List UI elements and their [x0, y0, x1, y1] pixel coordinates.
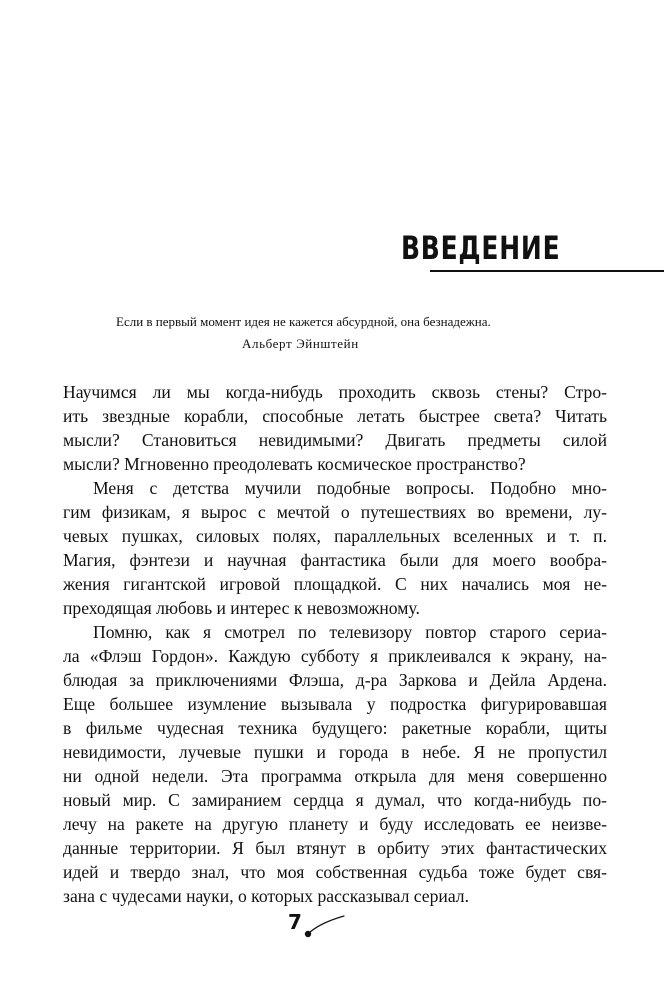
page-footer	[0, 908, 664, 948]
text-line: невидимости, лучевые пушки и города в небе. Я не пропустил	[63, 742, 607, 762]
text-line: гим физикам, я вырос с мечтой о путешествиях во времени, лу-	[63, 502, 607, 522]
text-line: идей и твердо знал, что моя собственная судьба тоже будет свя-	[63, 862, 607, 882]
text-line: ла «Флэш Гордон». Каждую субботу я приклеивался к экрану, на-	[63, 646, 607, 666]
text-line: в фильме чудесная техника будущего: ракетные корабли, щиты	[63, 718, 607, 738]
text-line: данные территории. Я был втянут в орбиту этих фантастических	[63, 838, 607, 858]
chapter-title: ВВЕДЕНИЕ	[400, 229, 560, 267]
text-line: ить звездные корабли, способные летать быстрее света? Читать	[63, 406, 607, 426]
text-line: мысли? Становиться невидимыми? Двигать предметы силой	[63, 430, 607, 450]
text-line: блюдая за приключениями Флэша, д-ра Заркова и Дейла Ардена.	[63, 670, 607, 690]
text-line: Научимся ли мы когда-нибудь проходить сквозь стены? Стро-	[63, 382, 607, 402]
text-line: Магия, фэнтези и научная фантастика были для моего вообра-	[63, 550, 607, 570]
text-line: Еще большее изумление вызывала у подростка фигурировавшая	[63, 694, 607, 714]
page-number: 7	[288, 910, 302, 934]
title-rule	[430, 270, 664, 272]
text-line: Помню, как я смотрел по телевизору повтор старого сериа-	[93, 622, 607, 642]
body-text	[63, 380, 607, 908]
comet-icon	[300, 912, 348, 942]
text-line: чевых пушках, силовых полях, параллельных вселенных и т. п.	[63, 526, 607, 546]
epigraph-author: Альберт Эйнштейн	[242, 336, 359, 351]
epigraph-text: Если в первый момент идея не кажется абсурдной, она безнадежна.	[116, 314, 491, 329]
text-line: мысли? Мгновенно преодолевать космическое пространство?	[63, 454, 526, 474]
text-line: зана с чудесами науки, о которых рассказывал сериал.	[63, 886, 469, 906]
text-line: преходящая любовь и интерес к невозможному.	[63, 598, 420, 618]
text-line: Меня с детства мучили подобные вопросы. Подобно мно-	[93, 478, 607, 498]
text-line: ни одной недели. Эта программа открыла для меня совершенно	[63, 766, 607, 786]
text-line: лечу на ракете на другую планету и буду исследовать ее неизве-	[63, 814, 607, 834]
text-line: новый мир. С замиранием сердца я думал, что когда-нибудь по-	[63, 790, 607, 810]
text-line: жения гигантской игровой площадкой. С них начались моя не-	[63, 574, 607, 594]
